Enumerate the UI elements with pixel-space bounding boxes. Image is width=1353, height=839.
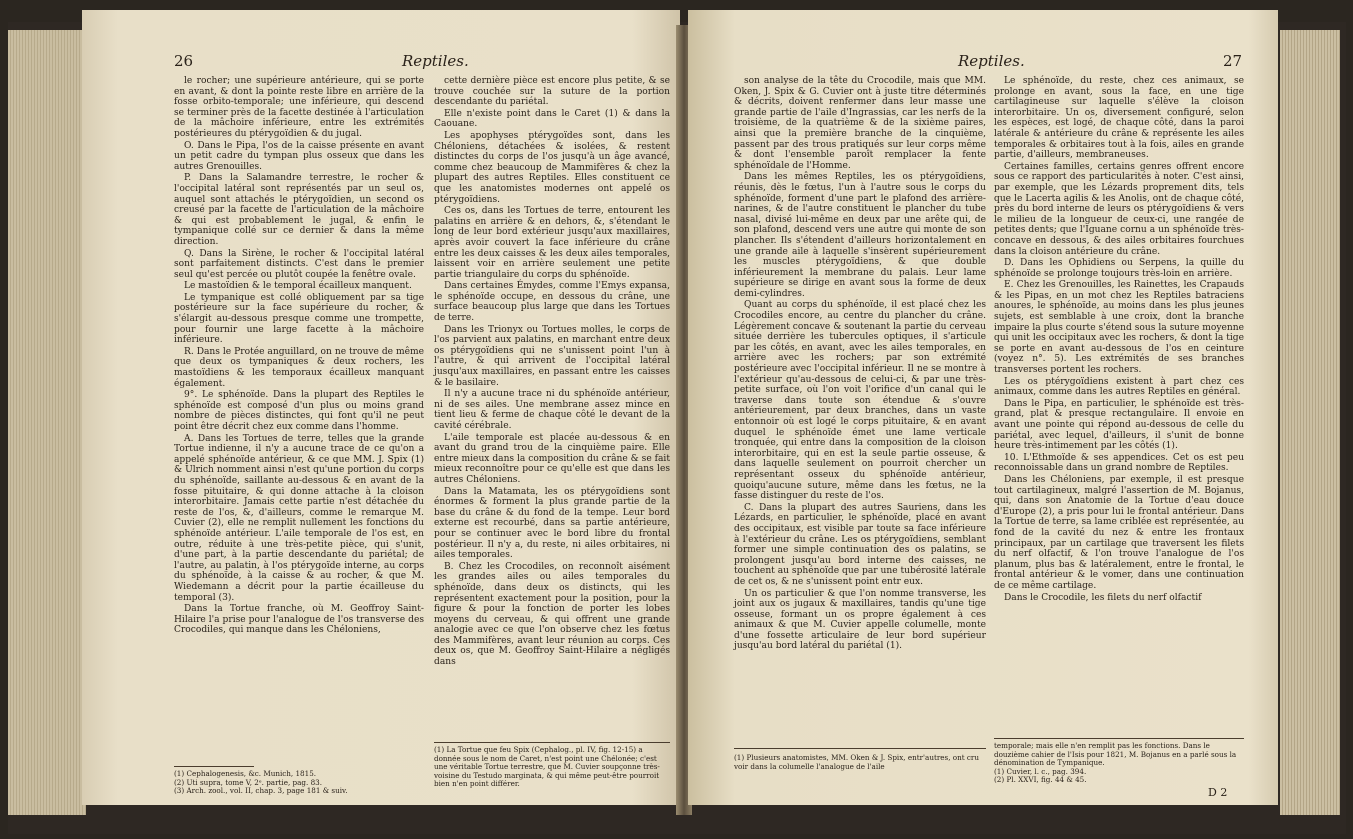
paragraph: O. Dans le Pipa, l'os de la caisse présente en avant un petit cadre du tympan plus osseux que dans les autres Grenouilles.: [174, 140, 424, 172]
paragraph: A. Dans les Tortues de terre, telles que la grande Tortue indienne, il n'y a aucune trace de ce qu'on a appelé sphénoïde antérieur, & ce que MM. J. Spix (1) & Ulrich nomment ainsi n'est qu'une portion du corps du sphénoïde, saillante au-dessous & en avant de la fosse pituitaire, & qui donne attache à la cloison interorbitaire. Jamais cette partie n'est détachée du reste de l'os, &, d'ailleurs, comme le remarque M. Cuvier (2), elle ne remplit nullement les fonctions du sphénoïde antérieur. L'aile temporale de l'os est, en outre, réduite à une très-petite pièce, qui s'unit, d'une part, à la partie descendante du pariétal; de l'autre, au palatin, à l'os ptérygoïde interne, au corps du sphénoïde, à la caisse & au rocher, & que M. Wiedemann a décrit pour la partie écailleuse du temporal (3).: [174, 433, 424, 603]
paragraph: E. Chez les Grenouilles, les Rainettes, les Crapauds & les Pipas, en un mot chez les Reptiles batraciens anoures, le sphénoïde, au moins dans les plus jeunes sujets, est semblable à une croix, dont la branche impaire la plus courte s'étend sous la suture moyenne qui unit les occipitaux avec les rochers, & dont la tige se porte en avant au-dessous de l'os en ceinture (voyez n°. 5). Les extrémités de ses branches transverses portent les rochers.: [994, 280, 1244, 376]
paragraph: Dans le Crocodile, les filets du nerf olfactif: [1004, 592, 1202, 603]
paragraph: P. Dans la Salamandre terrestre, le rocher & l'occipital latéral sont représentés par un seul os, auquel sont attachés le ptérygoïdien, un second os creusé par la facette de l'articulation de la mâchoire & qui est probablement le jugal, & enfin le tympanique collé sur ce dernier & dans la même direction.: [174, 173, 424, 247]
footnote-rule: [434, 742, 670, 743]
right-page-number: 27: [1223, 52, 1243, 70]
paragraph: Dans la Matamata, les os ptérygoïdiens sont énormes & forment la plus grande partie de la base du crâne & du fond de la tempe. Leur bord externe est recourbé, dans sa partie antérieure, pour se continuer avec le bord libre du frontal postérieur. Il n'y a, du reste, ni ailes orbitaires, ni ailes temporales.: [434, 486, 670, 561]
left-column-1: [174, 76, 424, 766]
paragraph: Dans certaines Émydes, comme l'Emys expansa, le sphénoïde occupe, en dessous du crâne, une surface beaucoup plus large que dans les Tortues de terre.: [434, 281, 670, 324]
paragraph: son analyse de la tête du Crocodile, mais que MM. Oken, J. Spix & G. Cuvier ont à juste titre déterminés & décrits, doivent renfermer dans leur masse une grande partie de l'aile d'Ingrassias, car les nerfs de la troisième, de la quatrième & de la sixième paires, ainsi que la première branche de la cinquième, passent par des trous pratiqués sur leur corps même & dont l'ensemble paroît remplacer la fente sphénoïdale de l'Homme.: [734, 76, 986, 171]
footnote-rule: [734, 748, 986, 749]
paragraph: Les apophyses ptérygoïdes sont, dans les Chéloniens, détachées & isolées, & restent distinctes du corps de l'os jusqu'à un âge avancé, comme chez beaucoup de Mammifères & chez la plupart des autres Reptiles. Elles constituent ce que les anatomistes modernes ont appelé os ptérygoïdiens.: [434, 130, 670, 205]
right-page: [688, 10, 1278, 805]
paragraph: Dans les Chéloniens, par exemple, il est presque tout cartilagineux, malgré l'assertion de M. Bojanus, qui, dans son Anatomie de la Tortue d'eau douce d'Europe (2), a pris pour lui le frontal antérieur. Dans la Tortue de terre, sa lame criblée est représentée, au fond de la cavité du nez & entre les frontaux principaux, par un cartilage que traversent les filets du nerf olfactif, & l'on trouve l'analogue de l'os planum, plus bas & latéralement, entre le frontal, le frontal antérieur & le vomer, dans une continuation de ce même cartilage.: [994, 474, 1244, 591]
paragraph: Dans les mêmes Reptiles, les os ptérygoïdiens, réunis, dès le fœtus, l'un à l'autre sous le corps du sphénoïde, forment d'une part le plafond des arrière-narines, & de l'autre constituent le plancher du tube nasal, divisé lui-même en deux par une arête qui, de son plafond, descend vers une autre qui monte de son plancher. Ils s'étendent d'ailleurs horizontalement en une grande aile à laquelle s'insèrent supérieurement les muscles ptérygoïdiens, & que double inférieurement la membrane du palais. Leur lame supérieure se dirige en avant sous la forme de deux demi-cylindres.: [734, 172, 986, 299]
footnote: (2) Pl. XXVI, fig. 44 & 45.: [994, 775, 1087, 785]
paragraph: Certaines familles, certains genres offrent encore sous ce rapport des particularités à noter. C'est ainsi, par exemple, que les Lézards proprement dits, tels que le Lacerta agilis & les Anolis, ont de chaque côté, près du bord interne de leurs os ptérygoïdiens & vers le milieu de la longueur de ceux-ci, une rangée de petites dents; que l'Iguane cornu a un sphénoïde très-concave en dessous, & des ailes orbitaires fourchues dans la cloison antérieure du crâne.: [994, 161, 1244, 257]
right-column-1-footnotes: [734, 754, 986, 771]
paragraph: 9°. Le sphénoïde. Dans la plupart des Reptiles le sphénoïde est composé d'un plus ou moins grand nombre de pièces distinctes, qui font qu'il ne peut point être décrit chez eux comme dans l'homme.: [174, 390, 424, 432]
paragraph: Le tympanique est collé obliquement par sa tige postérieure sur la face supérieure du rocher, & s'élargit au-dessous presque comme une trompette, pour fournir une large facette à la mâchoire inférieure.: [174, 292, 424, 346]
paragraph: Dans la Tortue franche, où M. Geoffroy Saint-Hilaire l'a prise pour l'analogue de l'os transverse des Crocodiles, qui manque dans les Chéloniens,: [174, 604, 424, 636]
footnote-rule: [994, 738, 1244, 739]
left-column-2: [434, 76, 670, 736]
left-page: [82, 10, 680, 805]
page-edges-left: [8, 30, 86, 815]
footnote-rule: [174, 766, 254, 767]
footnote: (1) La Tortue que feu Spix (Cephalog., pl. IV, fig. 12-15) a donnée sous le nom de Caret, n'est point une Chélonée; c'est une véritable Tortue terrestre, que M. Cuvier soupçonne très-voisine du Testudo marginata, & qui même peut-être pourroit bien n'en point différer.: [434, 745, 660, 789]
paragraph: B. Chez les Crocodiles, on reconnoît aisément les grandes ailes ou ailes temporales du sphénoïde, dans deux os distincts, qui les représentent exactement pour la position, pour la figure & pour la fonction de porter les lobes moyens du cerveau, & qui offrent une grande analogie avec ce que l'on observe chez les fœtus des Mammifères, avant leur réunion au corps. Ces deux os, que M. Geoffroy Saint-Hilaire a négligés dans: [434, 561, 670, 668]
paragraph: Ces os, dans les Tortues de terre, entourent les palatins en arrière & en dehors, &, s'étendant le long de leur bord extérieur jusqu'aux maxillaires, après avoir couvert la face inférieure du crâne entre les deux caisses & les deux ailes temporales, laissent voir en arrière seulement une petite partie triangulaire du corps du sphénoïde.: [434, 206, 670, 280]
left-column-1-footnotes: [174, 770, 424, 796]
left-column-2-footnotes: [434, 746, 670, 789]
paragraph: Il n'y a aucune trace ni du sphénoïde antérieur, ni de ses ailes. Une membrane assez mince en tient lieu & ferme de chaque côté le devant de la cavité cérébrale.: [434, 389, 670, 431]
paragraph: Le sphénoïde, du reste, chez ces animaux, se prolonge en avant, sous la face, en une tige cartilagineuse sur laquelle s'élève la cloison interorbitaire. Un os, diversement configuré, selon les espèces, est logé, de chaque côté, dans la paroi latérale & antérieure du crâne & représente les ailes temporales & orbitaires tout à la fois, ailes en grande partie, d'ailleurs, membraneuses.: [994, 76, 1244, 161]
footnote: (1) Cuvier, l. c., pag. 394.: [994, 766, 1087, 776]
paragraph: R. Dans le Protée anguillard, on ne trouve de même que deux os tympaniques & deux rochers, les mastoïdiens & les temporaux écailleux manquant également.: [174, 346, 424, 389]
right-column-1: [734, 76, 986, 740]
right-running-title: Reptiles.: [958, 52, 1025, 70]
paragraph: Les os ptérygoïdiens existent à part chez ces animaux, comme dans les autres Reptiles en général.: [994, 376, 1244, 398]
left-running-title: Reptiles.: [402, 52, 469, 70]
footnote: (3) Arch. zool., vol. II, chap. 3, page 181 & suiv.: [174, 786, 348, 796]
left-page-number: 26: [174, 52, 194, 70]
paragraph: Dans le Pipa, en particulier, le sphénoïde est très-grand, plat & presque rectangulaire. Il envoie en avant une pointe qui répond au-dessous de celle du pariétal, avec lequel, d'ailleurs, il s'unit de bonne heure très-intimement par les côtés (1).: [994, 398, 1244, 452]
page-edges-right: [1280, 30, 1340, 815]
footnote: temporale; mais elle n'en remplit pas les fonctions. Dans le douzième cahier de l'Isis pour 1821, M. Bojanus en a parlé sous la dénomination de Tympanique.: [994, 741, 1237, 768]
right-column-2-footnotes: [994, 742, 1244, 785]
paragraph: Quant au corps du sphénoïde, il est placé chez les Crocodiles encore, au centre du plancher du crâne. Légèrement concave & soutenant la partie du cerveau située derrière les tubercules optiques, il s'articule par les côtés, en avant, avec les ailes temporales, en arrière avec les rochers; par son extrémité postérieure avec l'occipital inférieur. Il ne se montre à l'extérieur qu'au-dessous de celui-ci, & par une très-petite surface, où l'on voit l'orifice d'un canal qui le traverse dans toute son étendue & s'ouvre antérieurement, par deux branches, dans un vaste entonnoir où est logé le corps pituitaire, & en avant duquel le sphénoïde émet une lame verticale tronquée, qui entre dans la composition de la cloison interorbitaire, qui en est la seule partie osseuse, & dans laquelle seulement on pourroit chercher un représentant osseux du sphénoïde antérieur, quoiqu'aucune suture, même dans les fœtus, ne la fasse distinguer du reste de l'os.: [734, 300, 986, 502]
right-column-2: [994, 76, 1244, 736]
paragraph: Un os particulier & que l'on nomme transverse, les joint aux os jugaux & maxillaires, tandis qu'une tige osseuse, formant un os propre également à ces animaux & que M. Cuvier appelle columelle, monte d'une fossette articulaire de leur bord supérieur jusqu'au bord latéral du pariétal (1).: [734, 588, 986, 652]
footnote: (2) Uti supra, tome V, 2ᵉ. partie, pag. 83.: [174, 777, 323, 787]
paragraph: le rocher; une supérieure antérieure, qui se porte en avant, & dont la pointe reste libre en arrière de la fosse orbito-temporale; une inférieure, qui descend se terminer près de la facette destinée à l'articulation de la mâchoire inférieure, entre les extrémités postérieures du ptérygoïdien & du jugal.: [174, 76, 424, 139]
footnote: (1) Plusieurs anatomistes, MM. Oken & J. Spix, entr'autres, ont cru voir dans la columelle l'analogue de l'aile: [734, 753, 980, 771]
paragraph: cette dernière pièce est encore plus petite, & se trouve couchée sur la suture de la portion descendante du pariétal.: [434, 76, 670, 108]
paragraph: Le mastoïdien & le temporal écailleux manquent.: [184, 281, 412, 292]
paragraph: D. Dans les Ophidiens ou Serpens, la quille du sphénoïde se prolonge toujours très-loin en arrière.: [994, 258, 1244, 279]
paragraph: C. Dans la plupart des autres Sauriens, dans les Lézards, en particulier, le sphénoïde, placé en avant des occipitaux, est visible par toute sa face inférieure à l'extérieur du crâne. Les os ptérygoïdiens, semblant former une simple continuation des os palatins, se prolongent jusqu'au bord interne des caisses, ne touchent au sphénoïde que par une tubérosité latérale de cet os, & ne s'unissent point entr eux.: [734, 502, 986, 587]
paragraph: 10. L'Ethmoïde & ses appendices. Cet os est peu reconnoissable dans un grand nombre de Reptiles.: [994, 452, 1244, 474]
footnote: (1) Cephalogenesis, &c. Munich, 1815.: [174, 769, 317, 778]
paragraph: Q. Dans la Sirène, le rocher & l'occipital latéral sont parfaitement distincts. C'est dans le premier seul qu'est percée ou plutôt coupée la fenêtre ovale.: [174, 248, 424, 280]
signature-mark: D 2: [1208, 786, 1228, 799]
paragraph: Elle n'existe point dans le Caret (1) & dans la Caouane.: [434, 108, 670, 130]
paragraph: L'aile temporale est placée au-dessous & en avant du grand trou de la cinquième paire. Elle entre mieux dans la composition du crâne & se fait mieux reconnoître pour ce qu'elle est que dans les autres Chéloniens.: [434, 432, 670, 485]
paragraph: Dans les Trionyx ou Tortues molles, le corps de l'os parvient aux palatins, en marchant entre deux os ptérygoïdiens qui ne s'unissent point l'un à l'autre, & qui arrivent de l'occipital latéral jusqu'aux maxillaires, en passant entre les caisses & le basilaire.: [434, 324, 670, 388]
